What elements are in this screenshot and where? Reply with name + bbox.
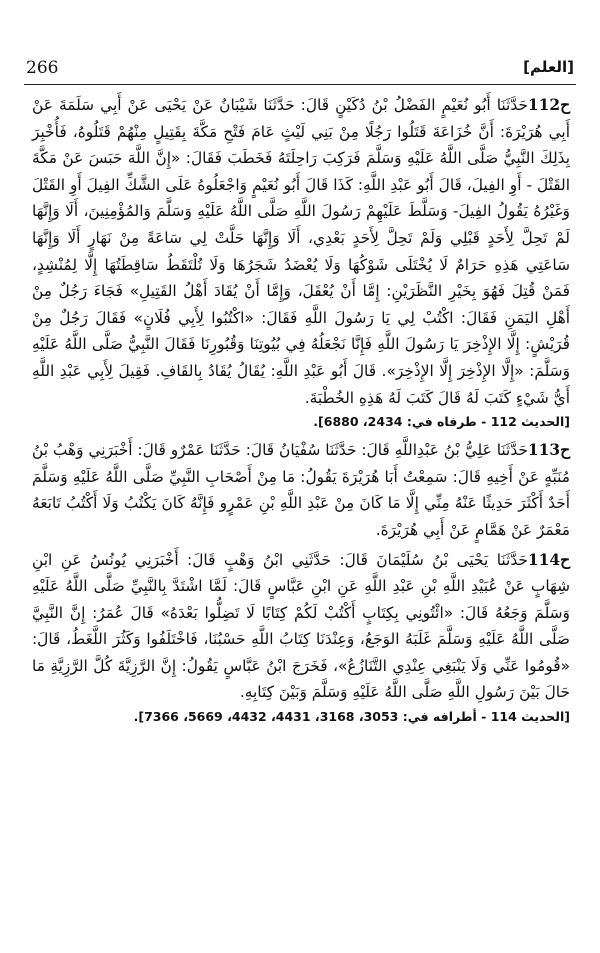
header-divider xyxy=(24,84,576,85)
running-head: [العلم] xyxy=(523,58,574,76)
hadith-113 xyxy=(32,437,570,543)
hadith-number: ح112 xyxy=(527,96,570,114)
page-header xyxy=(26,58,574,80)
page-number: 266 xyxy=(26,58,59,78)
hadith-number: ح114 xyxy=(527,550,570,569)
hadith-text: حَدَّثَنَا يَحْيَى بْنُ سُلَيْمَانَ قَالَ: حَدَّثَنِي ابْنُ وَهْبٍ قَالَ: أَخْبَرَنِي يُونُسُ عَنِ ابْنِ شِهَابٍ عَنْ عُبَيْدِ اللَّهِ بْنِ عَبْدِ اللَّهِ عَنِ ابْنِ عَبَّاسٍ قَالَ: لَمَّا اشْتَدَّ بِالنَّبِيِّ صَلَّى اللَّهُ عَلَيْهِ وَسَلَّمَ وَجَعُهُ قَالَ: «ائْتُونِي بِكِتَابٍ أَكْتُبْ لَكُمْ كِتَابًا لَا تَضِلُّوا بَعْدَهُ» قَالَ عُمَرُ: إِنَّ النَّبِيَّ صَلَّى اللَّهُ عَلَيْهِ وَسَلَّمَ غَلَبَهُ الوَجَعُ، وَعِنْدَنَا كِتَابُ اللَّهِ حَسْبُنَا، فَاخْتَلَفُوا وَكَثُرَ اللَّغَطُ، قَالَ: «قُومُوا عَنِّي وَلَا يَنْبَغِي عِنْدِي التَّنَازُعُ»، فَخَرَجَ ابْنُ عَبَّاسٍ يَقُولُ: إِنَّ الرَّزِيَّةَ كُلَّ الرَّزِيَّةِ مَا حَالَ بَيْنَ رَسُولِ اللَّهِ صَلَّى اللَّهُ عَلَيْهِ وَسَلَّمَ وَبَيْنَ كِتَابِهِ. xyxy=(32,550,570,702)
hadith-reference-note: [الحديث 114 - أطرافه في: 3053، 3168، 4431، 4432، 5669، 7366]. xyxy=(133,709,570,725)
page-body xyxy=(32,92,570,732)
hadith-text: حَدَّثَنَا عَلِيُّ بْنُ عَبْدِاللَّهِ قَالَ: حَدَّثَنَا سُفْيَانُ قَالَ: حَدَّثَنَا عَمْرٌو قَالَ: أَخْبَرَنِي وَهْبُ بْنُ مُنَبِّهٍ عَنْ أَخِيهِ قَالَ: سَمِعْتُ أَبَا هُرَيْرَةَ يَقُولُ: مَا مِنْ أَصْحَابِ النَّبِيِّ صَلَّى اللَّهُ عَلَيْهِ وَسَلَّمَ أَحَدٌ أَكْثَرَ حَدِيثًا عَنْهُ مِنِّي إِلَّا مَا كَانَ مِنْ عَبْدِ اللَّهِ بْنِ عَمْرٍو فَإِنَّهُ كَانَ يَكْتُبُ وَلَا أَكْتُبُ تَابَعَهُ مَعْمَرٌ عَنْ هَمَّامٍ عَنْ أَبِي هُرَيْرَةَ. xyxy=(32,441,570,539)
hadith-number: ح113 xyxy=(527,441,570,460)
hadith-text: حَدَّثَنَا أَبُو نُعَيْمٍ الفَضْلُ بْنُ دُكَيْنٍ قَالَ: حَدَّثَنَا شَيْبَانُ عَنْ يَحْيَى عَنْ أَبِي سَلَمَةَ عَنْ أَبِي هُرَيْرَةَ: أَنَّ خُزَاعَةَ قَتَلُوا رَجُلًا مِنْ بَنِي لَيْثٍ عَامَ فَتْحِ مَكَّةَ بِقَتِيلٍ مِنْهُمْ قَتَلُوهُ، فَأُخْبِرَ بِذَلِكَ النَّبِيُّ صَلَّى اللَّهُ عَلَيْهِ وَسَلَّمَ فَرَكِبَ رَاحِلَتَهُ فَخَطَبَ فَقَالَ: «إِنَّ اللَّهَ حَبَسَ عَنْ مَكَّةَ القَتْلَ - أَوِ الفِيلَ، قَالَ أَبُو عَبْدِ اللَّهِ: كَذَا قَالَ أَبُو نُعَيْمٍ وَاجْعَلُوهُ عَلَى الشَّكِّ الفِيلَ أَوِ القَتْلَ وَغَيْرُهُ يَقُولُ الفِيلَ- وَسَلَّطَ عَلَيْهِمْ رَسُولَ اللَّهِ صَلَّى اللَّهُ عَلَيْهِ وَسَلَّمَ وَالمُؤْمِنِينَ، أَلَا وَإِنَّهَا لَمْ تَحِلَّ لِأَحَدٍ قَبْلِي وَلَمْ تَحِلَّ لِأَحَدٍ بَعْدِي، أَلَا وَإِنَّهَا حَلَّتْ لِي سَاعَةً مِنْ نَهَارٍ أَلَا وَإِنَّهَا سَاعَتِي هَذِهِ حَرَامٌ لَا يُخْتَلَى شَوْكُهَا وَلَا يُعْضَدُ شَجَرُهَا وَلَا تُلْتَقَطُ سَاقِطَتُهَا إِلَّا لِمُنْشِدٍ، فَمَنْ قُتِلَ فَهُوَ بِخَيْرِ النَّظَرَيْنِ: إِمَّا أَنْ يُعْقَلَ، وَإِمَّا أَنْ يُقَادَ أَهْلُ القَتِيلِ» فَجَاءَ رَجُلٌ مِنْ أَهْلِ اليَمَنِ فَقَالَ: اكْتُبْ لِي يَا رَسُولَ اللَّهِ فَقَالَ: «اكْتُبُوا لِأَبِي فُلَانٍ» فَقَالَ رَجُلٌ مِنْ قُرَيْشٍ: إِلَّا الإِذْخِرَ يَا رَسُولَ اللَّهِ فَإِنَّا نَجْعَلُهُ فِي بُيُوتِنَا وَقُبُورِنَا فَقَالَ النَّبِيُّ صَلَّى اللَّهُ عَلَيْهِ وَسَلَّمَ: «إِلَّا الإِذْخِرَ إِلَّا الإِذْخِرَ». قَالَ أَبُو عَبْدِ اللَّهِ: يُقَالُ يُقَادُ بِالقَافِ. فَقِيلَ لِأَبِي عَبْدِ اللَّهِ أَيُّ شَيْءٍ كَتَبَ لَهُ قَالَ كَتَبَ لَهُ هَذِهِ الخُطْبَةَ. xyxy=(32,96,570,407)
hadith-112 xyxy=(32,92,570,411)
hadith-114 xyxy=(32,547,570,707)
hadith-reference-note: [الحديث 112 - طرفاه في: 2434، 6880]. xyxy=(313,414,570,430)
